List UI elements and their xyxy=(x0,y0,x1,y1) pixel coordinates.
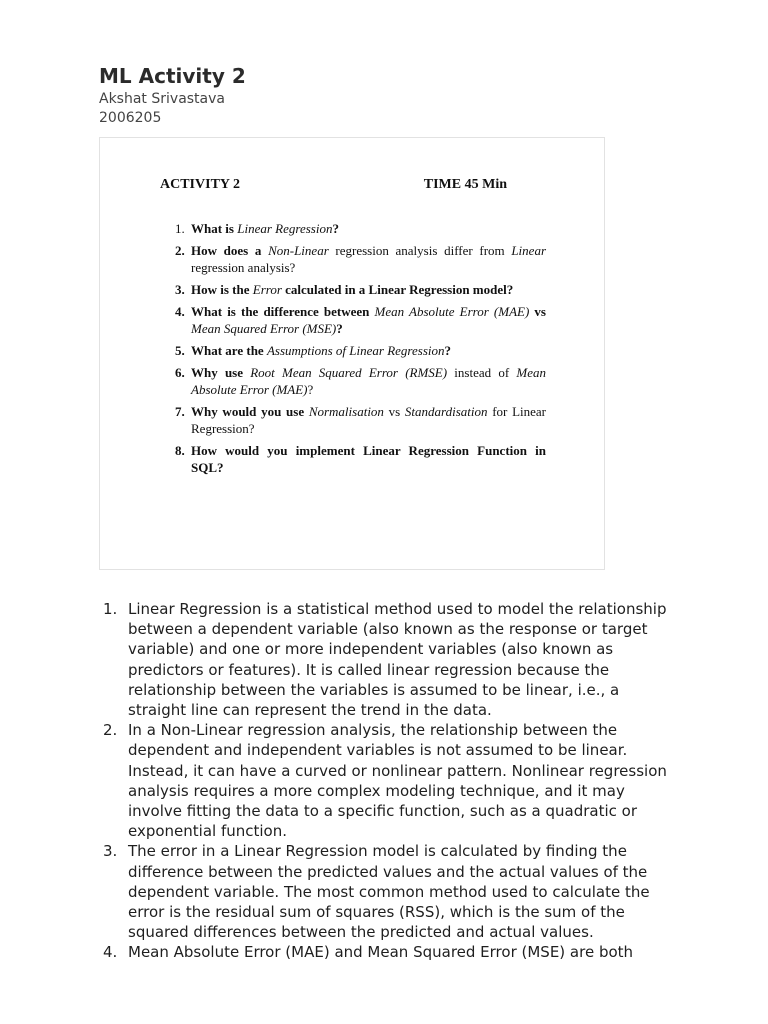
question-number: 6. xyxy=(175,365,185,380)
question-text: What is the difference between Mean Absolute Error (MAE) vs Mean Squared Error (MSE)? xyxy=(191,304,546,336)
author-name: Akshat Srivastava xyxy=(99,91,225,107)
answer-text: In a Non-Linear regression analysis, the relationship between the dependent and independent variables is not assumed to be linear. Instead, it can have a curved or nonlinear pattern. Nonlinear regression analysis requires a more complex modeling technique, and it may involve fitting the data to a specific function, such as a quadratic or exponential function. xyxy=(128,721,667,841)
answer-number: 1. xyxy=(103,600,118,618)
question-number: 5. xyxy=(175,343,185,358)
answer-text: The error in a Linear Regression model is calculated by finding the difference between the predicted values and the actual values of the dependent variable. The most common method used to calculate the error is the residual sum of squares (RSS), which is the sum of the squared differences between the predicted and actual values. xyxy=(128,842,650,942)
activity-sheet-header xyxy=(160,177,507,193)
question-item xyxy=(175,442,546,476)
question-text: Why would you use Normalisation vs Standardisation for Linear Regression? xyxy=(191,404,547,436)
question-text: Why use Root Mean Squared Error (RMSE) instead of Mean Absolute Error (MAE)? xyxy=(191,365,546,397)
answer-item xyxy=(99,942,669,962)
question-item xyxy=(175,342,546,359)
question-list xyxy=(175,220,546,481)
question-item xyxy=(175,281,546,298)
question-item xyxy=(175,303,546,337)
answer-item xyxy=(99,841,669,942)
question-text: How would you implement Linear Regression Function in SQL? xyxy=(191,443,546,475)
question-item xyxy=(175,242,546,276)
answer-number: 3. xyxy=(103,842,118,861)
answer-number: 4. xyxy=(103,943,118,962)
answer-list xyxy=(99,599,669,963)
question-text: What is Linear Regression? xyxy=(191,221,339,236)
activity-heading: ACTIVITY 2 xyxy=(160,177,240,192)
question-text: What are the Assumptions of Linear Regression? xyxy=(191,343,452,358)
time-heading: TIME 45 Min xyxy=(423,177,507,192)
answer-text: Linear Regression is a statistical method used to model the relationship between a dependent variable (also known as the response or target variable) and one or more independent variables (also known as predictors or features). It is called linear regression because the relationship between the variables is assumed to be linear, i.e., a straight line can represent the trend in the data. xyxy=(128,600,667,720)
question-number: 8. xyxy=(175,443,185,458)
answer-item xyxy=(99,720,669,841)
question-item xyxy=(175,403,546,437)
question-text: How does a Non-Linear regression analysis differ from Linear regression analysis? xyxy=(191,243,546,275)
document-title: ML Activity 2 xyxy=(99,64,246,88)
question-item xyxy=(175,220,546,237)
answer-number: 2. xyxy=(103,721,118,740)
question-number: 4. xyxy=(175,304,185,319)
question-number: 3. xyxy=(175,282,185,297)
question-item xyxy=(175,364,546,398)
question-number: 1. xyxy=(175,221,185,236)
question-text: How is the Error calculated in a Linear Regression model? xyxy=(191,282,514,297)
question-number: 2. xyxy=(175,243,185,258)
question-number: 7. xyxy=(175,404,185,419)
answer-text: Mean Absolute Error (MAE) and Mean Squared Error (MSE) are both xyxy=(128,943,634,962)
roll-number: 2006205 xyxy=(99,110,162,126)
activity-sheet-image xyxy=(99,137,605,570)
answer-item xyxy=(99,599,669,720)
